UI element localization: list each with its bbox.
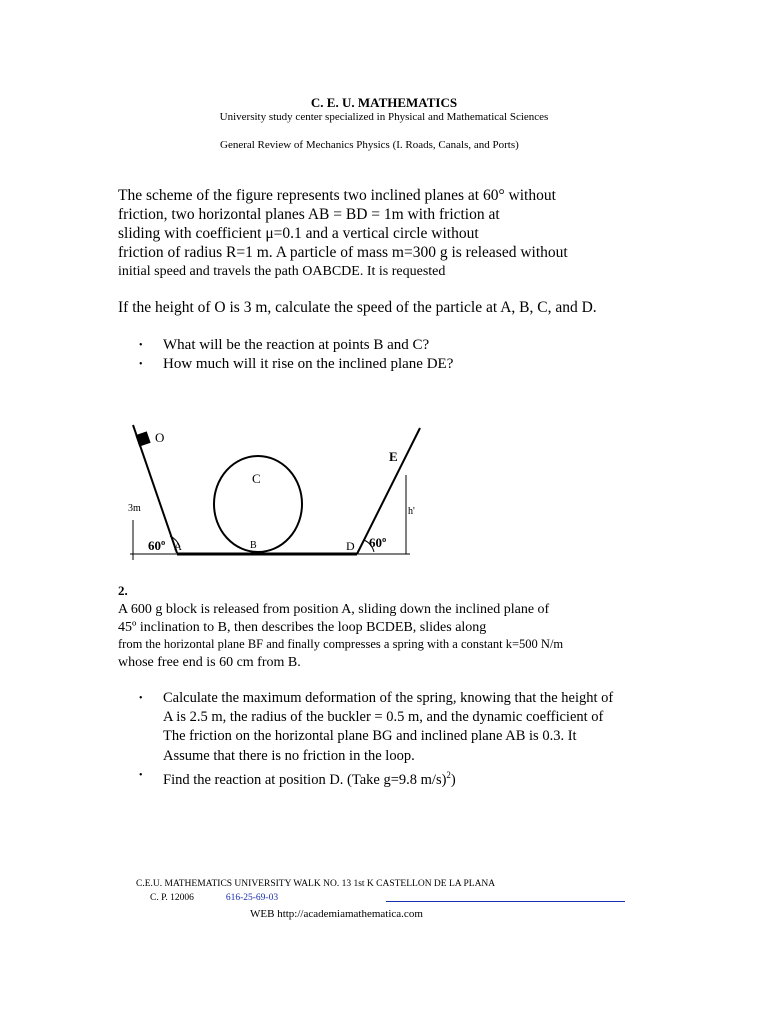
bullet-text: The friction on the horizontal plane BG and inclined plane AB is 0.3. It <box>163 728 577 745</box>
bullet-icon: • <box>139 693 143 704</box>
page-subtitle: University study center specialized in Physical and Mathematical Sciences <box>219 111 549 123</box>
footer-rule <box>386 901 625 902</box>
problem2-line: A 600 g block is released from position A, sliding down the inclined plane of <box>118 602 550 617</box>
page-title: C. E. U. MATHEMATICS <box>310 95 458 110</box>
label-angle-right: 60º <box>369 535 387 550</box>
label-d: D <box>346 539 355 553</box>
problem2-line: whose free end is 60 cm from B. <box>118 654 301 670</box>
list-item <box>139 689 613 766</box>
bullet-text: A is 2.5 m, the radius of the buckler = 0.5 m, and the dynamic coefficient of <box>163 709 604 726</box>
label-o: O <box>155 430 165 445</box>
list-item <box>139 766 613 790</box>
bullet-icon: • <box>139 340 143 351</box>
bullet-text: Assume that there is no friction in the loop. <box>163 747 415 764</box>
label-angle-left: 60º <box>148 538 166 553</box>
label-b: B <box>250 540 257 551</box>
problem2-line: 45º inclination to B, then describes the loop BCDEB, slides along <box>118 619 487 635</box>
bullet-text-end: ) <box>450 771 456 788</box>
footer-address: C.E.U. MATHEMATICS UNIVERSITY WALK NO. 13 1st K CASTELLON DE LA PLANA <box>136 879 496 889</box>
bullet-icon: • <box>139 769 143 781</box>
label-h-prime: h' <box>408 506 415 517</box>
label-c: C <box>252 471 261 486</box>
bullet-text: What will be the reaction at points B and C? <box>163 337 430 353</box>
label-e: E <box>389 449 398 464</box>
course-title: General Review of Mechanics Physics (I. Roads, Canals, and Ports) <box>220 139 519 151</box>
footer-phone[interactable]: 616-25-69-03 <box>225 893 279 903</box>
bullet-text: How much will it rise on the inclined plane DE? <box>163 356 454 372</box>
label-a: A <box>174 541 182 553</box>
footer-web[interactable]: WEB http://academiamathematica.com <box>250 908 423 920</box>
superscript: 2 <box>446 769 451 780</box>
problem1-line: sliding with coefficient μ=0.1 and a vertical circle without <box>118 225 479 242</box>
block-icon <box>135 431 150 446</box>
problem1-line: The scheme of the figure represents two inclined planes at 60° without <box>118 187 556 204</box>
bullet-text: Find the reaction at position D. (Take g=9.8 m/s) <box>163 771 447 788</box>
problem1-line: friction of radius R=1 m. A particle of mass m=300 g is released without <box>118 244 568 261</box>
problem2-statement <box>118 601 563 671</box>
problem1-line: friction, two horizontal planes AB = BD = 1m with friction at <box>118 206 500 223</box>
problem2-line: from the horizontal plane BF and finally compresses a spring with a constant k=500 N/m <box>118 637 564 651</box>
right-incline <box>357 428 420 554</box>
problem2-number: 2. <box>118 583 128 598</box>
problem1-line: initial speed and travels the path OABCDE. It is requested <box>118 264 446 279</box>
problem1-question: If the height of O is 3 m, calculate the speed of the particle at A, B, C, and D. <box>118 299 597 316</box>
bullet-icon: • <box>139 359 143 370</box>
footer-contact <box>150 893 278 903</box>
bullet-text: Calculate the maximum deformation of the spring, knowing that the height of <box>163 690 614 706</box>
label-3m: 3m <box>128 503 141 514</box>
problem2-bullets <box>139 689 613 790</box>
footer-postal: C. P. 12006 <box>150 893 194 903</box>
